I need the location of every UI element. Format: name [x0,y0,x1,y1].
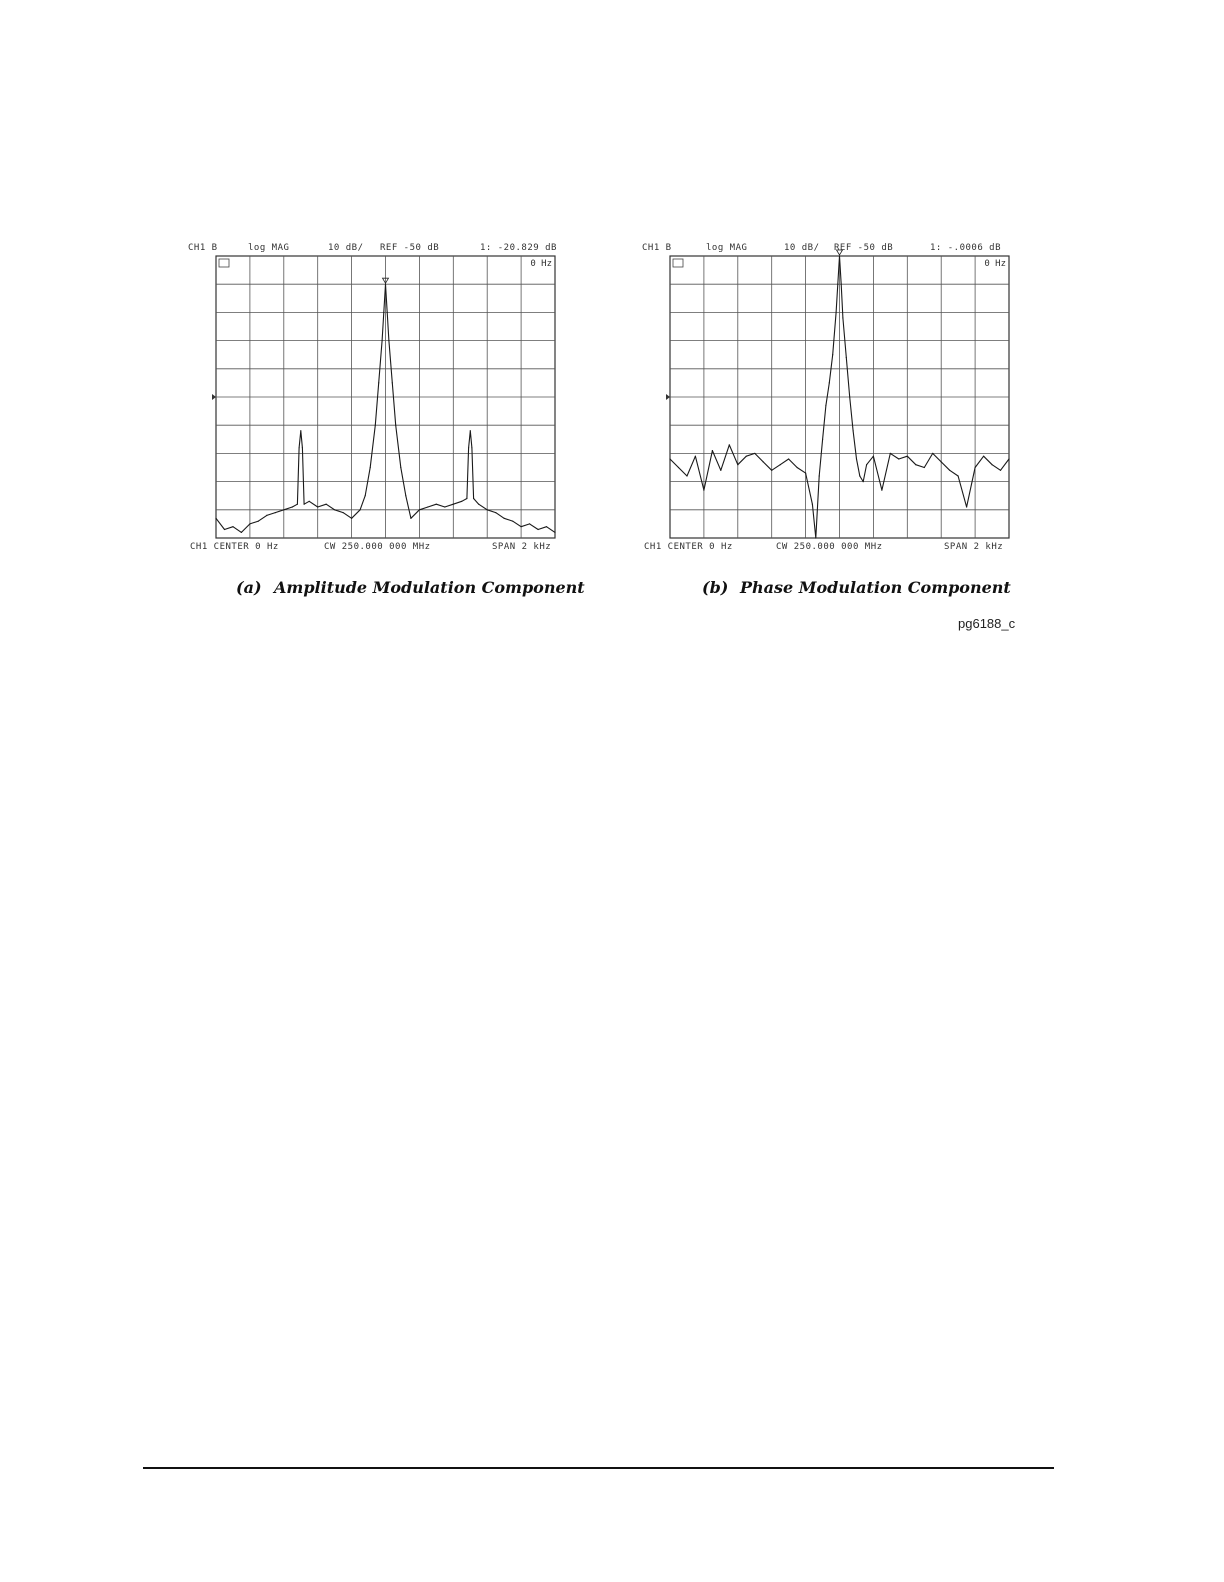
data-point [842,317,843,318]
marker-box [219,259,229,267]
data-point [529,523,530,524]
footer-span: SPAN 2 kHz [944,542,1004,552]
data-point [495,512,496,513]
data-point [343,512,344,513]
data-point [405,495,406,496]
data-point [360,509,361,510]
data-point [400,467,401,468]
data-point [473,498,474,499]
caption-text: Phase Modulation Component [740,578,1011,597]
data-point [881,490,882,491]
data-point [382,340,383,341]
data-point [302,447,303,448]
data-point [866,464,867,465]
data-point [873,456,874,457]
data-point [300,430,301,431]
data-point [241,532,242,533]
header-format: log MAG [248,243,290,253]
data-point [863,481,864,482]
header-channel: CH1 B [642,243,672,253]
data-point [805,473,806,474]
data-point [932,453,933,454]
data-point [275,512,276,513]
plot-area [640,240,1020,556]
data-point [378,382,379,383]
data-point [846,357,847,358]
footer-rule [143,1467,1054,1469]
data-point [763,461,764,462]
data-point [478,504,479,505]
footer-cw: CW 250.000 000 MHz [776,542,883,552]
data-point [370,467,371,468]
data-point [754,453,755,454]
data-point [427,506,428,507]
marker-frequency: 0 Hz [530,259,552,269]
header-channel: CH1 B [188,243,218,253]
footer-span: SPAN 2 kHz [492,542,552,552]
marker-frequency: 0 Hz [984,259,1006,269]
data-point [215,518,216,519]
data-point [829,382,830,383]
data-point [299,447,300,448]
caption-text: Amplitude Modulation Component [274,578,585,597]
data-point [292,506,293,507]
data-point [1000,470,1001,471]
data-point [309,501,310,502]
data-point [907,456,908,457]
data-point [686,475,687,476]
data-point [720,470,721,471]
data-point [461,501,462,502]
data-point [1008,458,1009,459]
footer-cw: CW 250.000 000 MHz [324,542,431,552]
data-point [822,439,823,440]
data-point [849,396,850,397]
data-point [983,456,984,457]
caption-label: (b) [702,578,729,597]
data-point [746,456,747,457]
data-point [915,464,916,465]
data-point [812,504,813,505]
data-point [224,529,225,530]
data-point [283,509,284,510]
data-point [232,526,233,527]
data-point [958,475,959,476]
data-point [258,521,259,522]
data-point [487,509,488,510]
data-point [554,532,555,533]
header-scale: 10 dB/ [784,243,820,253]
data-point [859,475,860,476]
data-point [797,467,798,468]
footer-center: CH1 CENTER 0 Hz [190,542,279,552]
data-point [512,521,513,522]
data-point [365,495,366,496]
data-point [669,458,670,459]
data-point [546,526,547,527]
chart-amplitude-modulation [186,240,566,556]
data-point [304,504,305,505]
data-point [771,470,772,471]
data-point [387,312,388,313]
data-point [375,425,376,426]
reference-arrow [212,394,216,400]
data-point [788,458,789,459]
data-point [436,504,437,505]
data-point [388,340,389,341]
chart-phase-modulation [640,240,1020,556]
data-point [703,490,704,491]
data-point [966,506,967,507]
data-point [410,518,411,519]
data-point [832,354,833,355]
footer-center: CH1 CENTER 0 Hz [644,542,733,552]
data-point [334,509,335,510]
data-point [538,529,539,530]
data-point [841,284,842,285]
caption-label: (a) [236,578,262,597]
data-point [383,312,384,313]
data-point [695,456,696,457]
caption-a [236,578,585,597]
data-point [737,464,738,465]
data-point [392,382,393,383]
data-point [297,504,298,505]
data-point [249,523,250,524]
marker-symbol [837,250,843,255]
data-point [266,515,267,516]
data-point [890,453,891,454]
marker-box [673,259,683,267]
data-point [837,284,838,285]
data-point [521,526,522,527]
data-point [836,312,837,313]
data-point [351,518,352,519]
data-point [419,509,420,510]
data-point [470,430,471,431]
data-point [825,405,826,406]
data-point [712,450,713,451]
data-point [992,464,993,465]
figure-id: pg6188_c [958,616,1016,631]
data-point [444,506,445,507]
header-marker: 1: -20.829 dB [480,243,557,253]
data-point [504,518,505,519]
header-scale: 10 dB/ [328,243,364,253]
data-point [949,470,950,471]
data-point [395,425,396,426]
header-ref: REF -50 dB [380,243,440,253]
header-marker: 1: -.0006 dB [930,243,1002,253]
data-point [468,447,469,448]
plot-area [186,240,566,556]
data-point [729,444,730,445]
header-format: log MAG [706,243,748,253]
data-point [819,475,820,476]
data-point [326,504,327,505]
caption-b [702,578,1011,597]
data-point [466,498,467,499]
data-point [471,447,472,448]
data-point [853,430,854,431]
data-point [924,467,925,468]
data-point [780,464,781,465]
data-point [317,506,318,507]
data-point [453,504,454,505]
data-point [678,467,679,468]
data-point [941,461,942,462]
data-point [815,537,816,538]
data-point [975,467,976,468]
data-point [856,458,857,459]
data-point [898,458,899,459]
header-ref: REF -50 dB [834,243,894,253]
